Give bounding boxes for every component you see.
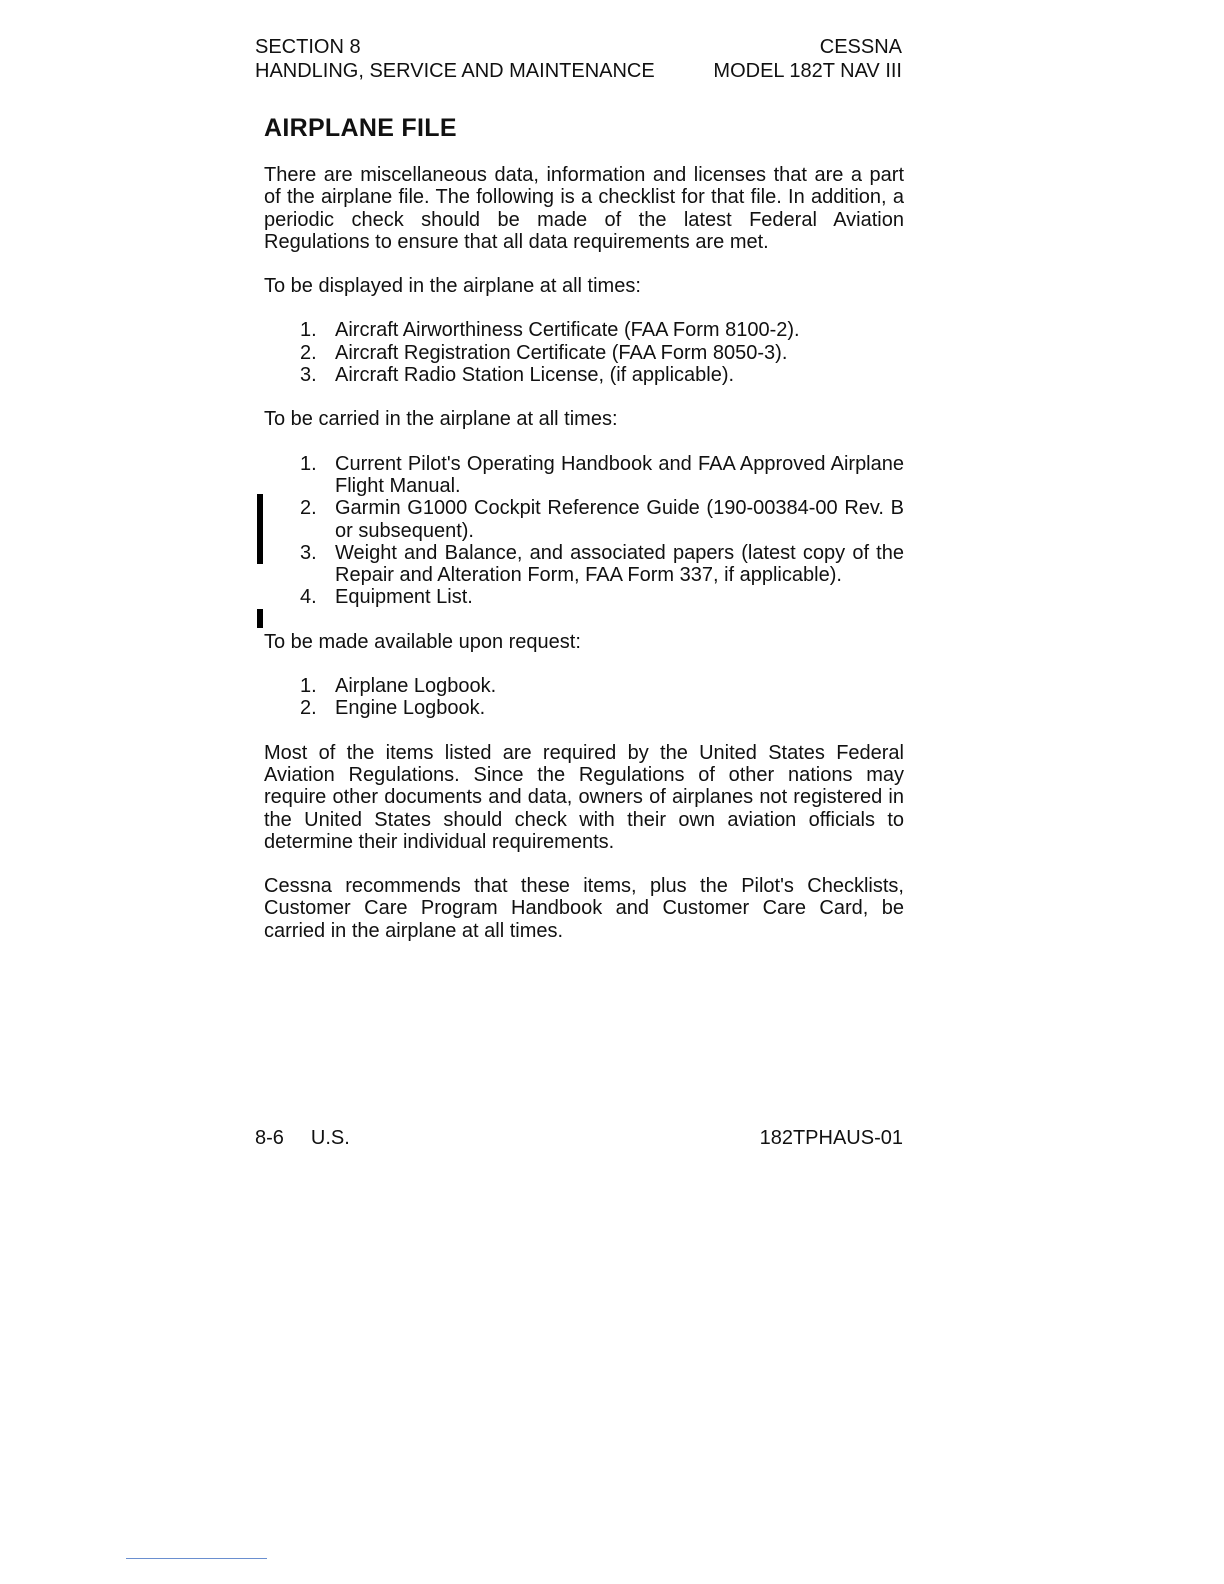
document-body: [264, 164, 904, 964]
request-list: [264, 675, 904, 720]
header-right: [713, 35, 902, 83]
list-item-number: 2.: [300, 497, 317, 520]
list-item-number: 3.: [300, 364, 317, 387]
list-item-number: 2.: [300, 341, 317, 364]
list-item-text: Garmin G1000 Cockpit Reference Guide (190-00384-00 Rev. B or subsequent).: [335, 497, 904, 542]
list-item-number: 1.: [300, 319, 317, 342]
list-item-text: Aircraft Radio Station License, (if applicable).: [335, 364, 735, 387]
list-item-text: Equipment List.: [335, 586, 473, 609]
list-item: [264, 319, 904, 341]
revision-change-bar: [257, 609, 263, 628]
carried-list: [264, 453, 904, 609]
list-item-text: Aircraft Registration Certificate (FAA Form 8050-3).: [335, 341, 788, 364]
page-title: AIRPLANE FILE: [264, 114, 457, 142]
list-item-text: Airplane Logbook.: [335, 675, 497, 698]
page-number: 8-6: [255, 1127, 284, 1149]
list-item-text: Weight and Balance, and associated papers (latest copy of the Repair and Alteration Form, FAA Form 337, if applicable).: [335, 541, 904, 587]
list-item-number: 3.: [300, 541, 317, 564]
displayed-heading: To be displayed in the airplane at all times:: [264, 275, 641, 298]
list-item: [264, 453, 904, 498]
list-item-number: 2.: [300, 697, 317, 720]
list-item: [264, 697, 904, 719]
model-label: MODEL 182T NAV III: [713, 60, 902, 82]
regulations-paragraph: Most of the items listed are required by the United States Federal Aviation Regulations. Since the Regulations of other nations may require other documents and data, owners of airplanes not registered in the United States should check with their own aviation officials to determine their individual requirements.: [264, 741, 904, 853]
document-id: 182TPHAUS-01: [759, 1127, 903, 1149]
list-item-number: 4.: [300, 586, 317, 609]
list-item-text: Aircraft Airworthiness Certificate (FAA Form 8100-2).: [335, 319, 800, 342]
displayed-list: [264, 319, 904, 386]
manufacturer-label: CESSNA: [819, 36, 902, 58]
header-left: [255, 35, 655, 83]
list-item: [264, 497, 904, 542]
request-heading: To be made available upon request:: [264, 630, 581, 653]
revision-change-bar: [257, 494, 263, 564]
recommendation-paragraph: Cessna recommends that these items, plus the Pilot's Checklists, Customer Care Program Handbook and Customer Care Card, be carried in the airplane at all times.: [264, 875, 904, 942]
list-item-text: Engine Logbook.: [335, 697, 486, 720]
region-label: U.S.: [310, 1127, 350, 1149]
footnote-rule: [126, 1558, 267, 1559]
list-item: [264, 542, 904, 587]
list-item-number: 1.: [300, 452, 317, 475]
intro-paragraph: There are miscellaneous data, information and licenses that are a part of the airplane file. The following is a checklist for that file. In addition, a periodic check should be made of the latest Federal Aviation Regulations to ensure that all data requirements are met.: [264, 164, 904, 253]
list-item: [264, 364, 904, 386]
section-title: HANDLING, SERVICE AND MAINTENANCE: [255, 60, 655, 82]
carried-heading: To be carried in the airplane at all times:: [264, 408, 618, 431]
footer-left: [255, 1126, 350, 1150]
list-item-text: Current Pilot's Operating Handbook and FAA Approved Airplane Flight Manual.: [335, 452, 904, 497]
list-item: [264, 675, 904, 697]
section-label: SECTION 8: [255, 36, 361, 58]
list-item-number: 1.: [300, 675, 317, 698]
list-item: [264, 342, 904, 364]
list-item: [264, 586, 904, 608]
